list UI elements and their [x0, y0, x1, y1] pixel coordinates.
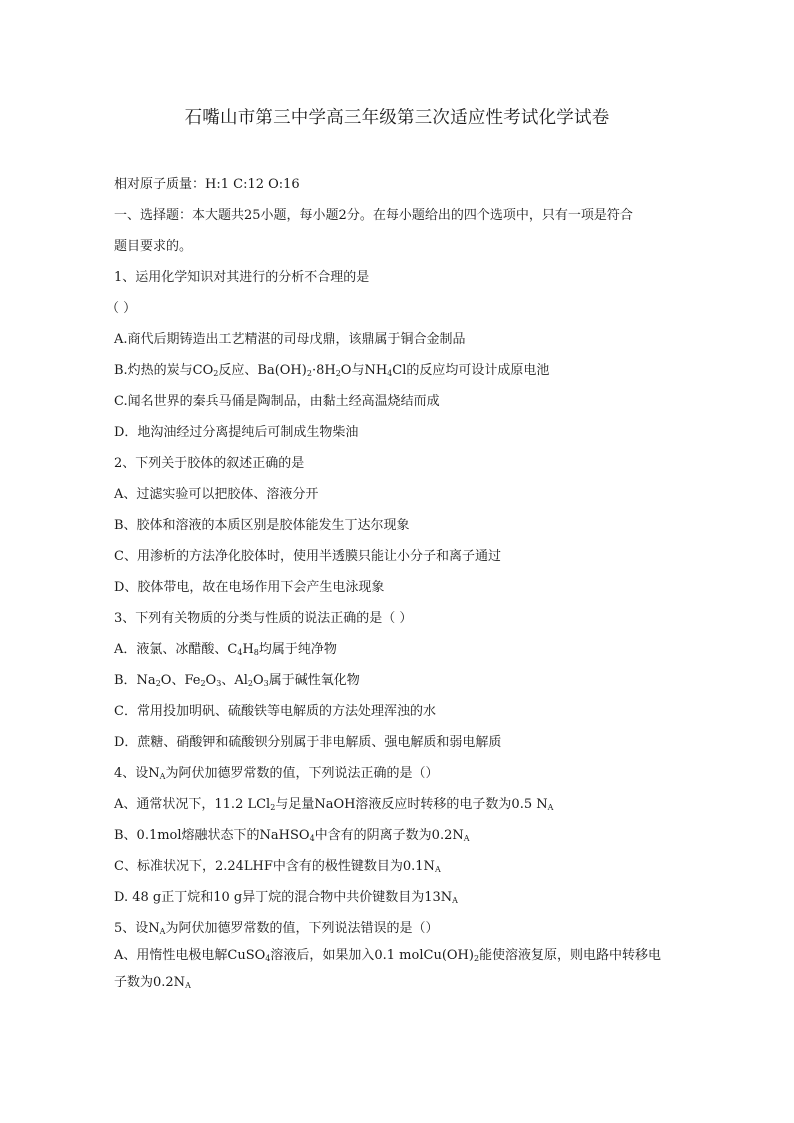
question-5-stem: 5、设$N_A$为阿伏加德罗常数的值，下列说法错误的是（）: [114, 921, 439, 936]
question-2-option-c: C、用渗析的方法净化胶体时，使用半透膜只能让小分子和离子通过: [114, 549, 501, 564]
question-1-option-a: A.商代后期铸造出工艺精湛的司母戊鼎，该鼎属于铜合金制品: [114, 332, 466, 347]
question-1-option-c: C.闻名世界的秦兵马俑是陶制品，由黏土经高温烧结而成: [114, 394, 440, 409]
question-1-answer-paren: （ ）: [106, 301, 137, 316]
question-2-stem: 2、下列关于胶体的叙述正确的是: [114, 456, 305, 471]
question-3-option-b: B．$Na_2O$、$Fe_2O_3$、$Al_2O_3$属于碱性氧化物: [114, 673, 360, 688]
question-3-option-a: A．液氯、冰醋酸、$C_4H_8$均属于纯净物: [114, 642, 337, 657]
section-instructions-line2: 题目要求的。: [114, 239, 193, 254]
question-1-option-b: B.灼热的炭与$CO_2$反应、$Ba(OH)_2\cdot 8H_2O$与$NH_4Cl$的反应均可设计成原电池: [114, 363, 550, 378]
question-5-option-a-line1: A、用惰性电极电解CuSO$_4$溶液后，如果加入0.1 $molCu(OH)_2$能使溶液复原，则电路中转移电: [114, 948, 662, 963]
question-4-option-d: D. 48 g正丁烷和10 g异丁烷的混合物中共价键数目为$13N_A$: [114, 890, 458, 905]
question-1-stem: 1、运用化学知识对其进行的分析不合理的是: [114, 270, 370, 285]
question-3-stem: 3、下列有关物质的分类与性质的说法正确的是（ ）: [114, 611, 413, 626]
question-2-option-b: B、胶体和溶液的本质区别是胶体能发生丁达尔现象: [114, 518, 410, 533]
question-3-option-c: C．常用投加明矾、硫酸铁等电解质的方法处理浑浊的水: [114, 704, 436, 719]
question-4-option-c: C、标准状况下，2.24LHF中含有的极性键数目为$0.1N_A$: [114, 859, 441, 874]
question-2-option-a: A、过滤实验可以把胶体、溶液分开: [114, 487, 319, 502]
question-4-option-b: B、0.1mol熔融状态下的NaHSO$_4$中含有的阴离子数为$0.2N_A$: [114, 828, 470, 843]
section-instructions-line1: 一、选择题：本大题共25小题，每小题2分。在每小题给出的四个选项中，只有一项是符合: [114, 208, 633, 223]
question-3-option-d: D．蔗糖、硝酸钾和硫酸钡分别属于非电解质、强电解质和弱电解质: [114, 735, 502, 750]
atomic-mass-note: 相对原子质量：H:1 C:12 O:16: [114, 177, 300, 192]
question-1-option-d: D．地沟油经过分离提纯后可制成生物柴油: [114, 425, 359, 440]
page-title: 石嘴山市第三中学高三年级第三次适应性考试化学试卷: [184, 108, 610, 128]
question-4-stem: 4、设$N_A$为阿伏加德罗常数的值，下列说法正确的是（）: [114, 766, 439, 781]
question-4-option-a: A、通常状况下，11.2 LCl$_2$与足量NaOH溶液反应时转移的电子数为0.5 $N_A$: [114, 797, 554, 812]
question-5-option-a-line2: 子数为$0.2N_A$: [114, 975, 191, 990]
question-2-option-d: D、胶体带电，故在电场作用下会产生电泳现象: [114, 580, 385, 595]
